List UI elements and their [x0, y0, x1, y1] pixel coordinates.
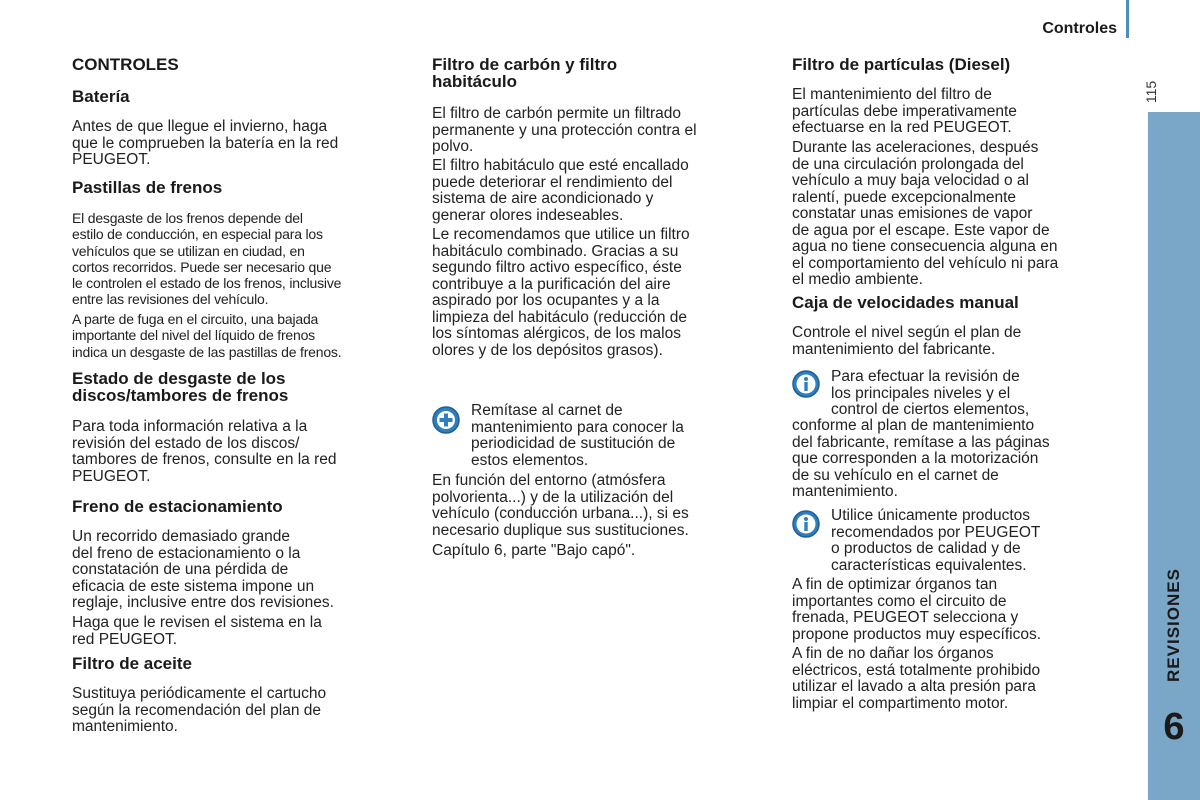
estacionamiento-text-1: Un recorrido demasiado grande del freno de estacionamiento o la constatación de una pérdida de eficacia de este sistema impone un reglaje, inclusive entre dos revisiones. [72, 528, 334, 611]
carnet-note: Remítase al carnet de mantenimiento para conocer la periodicidad de sustitución de estos elementos. [471, 402, 684, 469]
chapter-number: 6 [1163, 706, 1185, 748]
capitulo-text: Capítulo 6, parte "Bajo capó". [432, 542, 636, 559]
header-accent-bar [1126, 0, 1129, 38]
section-title: CONTROLES [72, 55, 179, 74]
estacionamiento-heading: Freno de estacionamiento [72, 497, 283, 516]
plus-info-icon [432, 406, 460, 434]
pastillas-text-2: A parte de fuga en el circuito, una bajada importante del nivel del líquido de frenos indica un desgaste de las pastillas de frenos. [72, 311, 342, 360]
estacionamiento-text-2: Haga que le revisen el sistema en la red PEUGEOT. [72, 614, 322, 648]
pastillas-heading: Pastillas de frenos [72, 178, 223, 197]
caja-text: Controle el nivel según el plan de mantenimiento del fabricante. [792, 324, 1022, 358]
chapter-side-label: REVISIONES [1164, 568, 1183, 682]
info-note-1-rest: conforme al plan de mantenimiento del fabricante, remítase a las páginas que corresponden a la motorización de su vehículo en el carnet de mantenimiento. [792, 417, 1050, 500]
info-note-1-lead: Para efectuar la revisión de los principales niveles y el control de ciertos elementos, [831, 368, 1030, 418]
carbon-text-3: Le recomendamos que utilice un filtro habitáculo combinado. Gracias a su segundo filtro activo específico, éste contribuye a la purificación del aire aspirado por los ocupantes y a la limpieza del habitáculo (reducción de los síntomas alérgicos, de los malos olores y de los depósitos grasos). [432, 226, 690, 359]
aceite-text: Sustituya periódicamente el cartucho según la recomendación del plan de mantenimiento. [72, 685, 327, 735]
entorno-text: En función del entorno (atmósfera polvorienta...) y de la utilización del vehículo (conducción urbana...), si es necesario duplique sus sustituciones. [432, 472, 689, 539]
particulas-text-2: Durante las aceleraciones, después de una circulación prolongada del vehículo a muy baja velocidad o al ralentí, puede excepcionalmente constatar unas emisiones de vapor de agua por el escape. Este vapor de agua no tiene consecuencia alguna en el comportamiento del vehículo ni para el medio ambiente. [792, 139, 1059, 288]
carbon-heading: Filtro de carbón y filtro habitáculo [432, 55, 618, 91]
discos-heading: Estado de desgaste de los discos/tambores de frenos [72, 369, 289, 405]
carbon-text-2: El filtro habitáculo que esté encallado puede deteriorar el rendimiento del sistema de aire acondicionado y generar olores indeseables. [432, 157, 689, 224]
carbon-text-1: El filtro de carbón permite un filtrado permanente y una protección contra el polvo. [432, 105, 697, 155]
info-icon [792, 510, 820, 538]
running-header: Controles [1042, 20, 1117, 37]
pastillas-text-1: El desgaste de los frenos depende del estilo de conducción, en especial para los vehículos que se utilizan en ciudad, en cortos recorridos. Puede ser necesario que le controlen el estado de los frenos, inclusive entre las revisiones del vehículo. [72, 210, 342, 308]
page-number: 115 [1143, 80, 1160, 104]
optimizar-text: A fin de optimizar órganos tan importantes como el circuito de frenada, PEUGEOT selecciona y propone productos muy específicos. [792, 576, 1041, 643]
caja-heading: Caja de velocidades manual [792, 293, 1019, 312]
info-note-2: Utilice únicamente productos recomendados por PEUGEOT o productos de calidad y de características equivalentes. [831, 507, 1041, 574]
bateria-text: Antes de que llegue el invierno, haga que le comprueben la batería en la red PEUGEOT. [72, 118, 339, 168]
info-icon [792, 370, 820, 398]
particulas-text-1: El mantenimiento del filtro de partículas debe imperativamente efectuarse en la red PEUGEOT. [792, 86, 1017, 136]
discos-text: Para toda información relativa a la revisión del estado de los discos/ tambores de frenos, consulte en la red PEUGEOT. [72, 418, 337, 485]
bateria-heading: Batería [72, 87, 130, 106]
danar-text: A fin de no dañar los órganos eléctricos, está totalmente prohibido utilizar el lavado a alta presión para limpiar el compartimento motor. [792, 645, 1041, 712]
aceite-heading: Filtro de aceite [72, 654, 192, 673]
particulas-heading: Filtro de partículas (Diesel) [792, 55, 1011, 74]
